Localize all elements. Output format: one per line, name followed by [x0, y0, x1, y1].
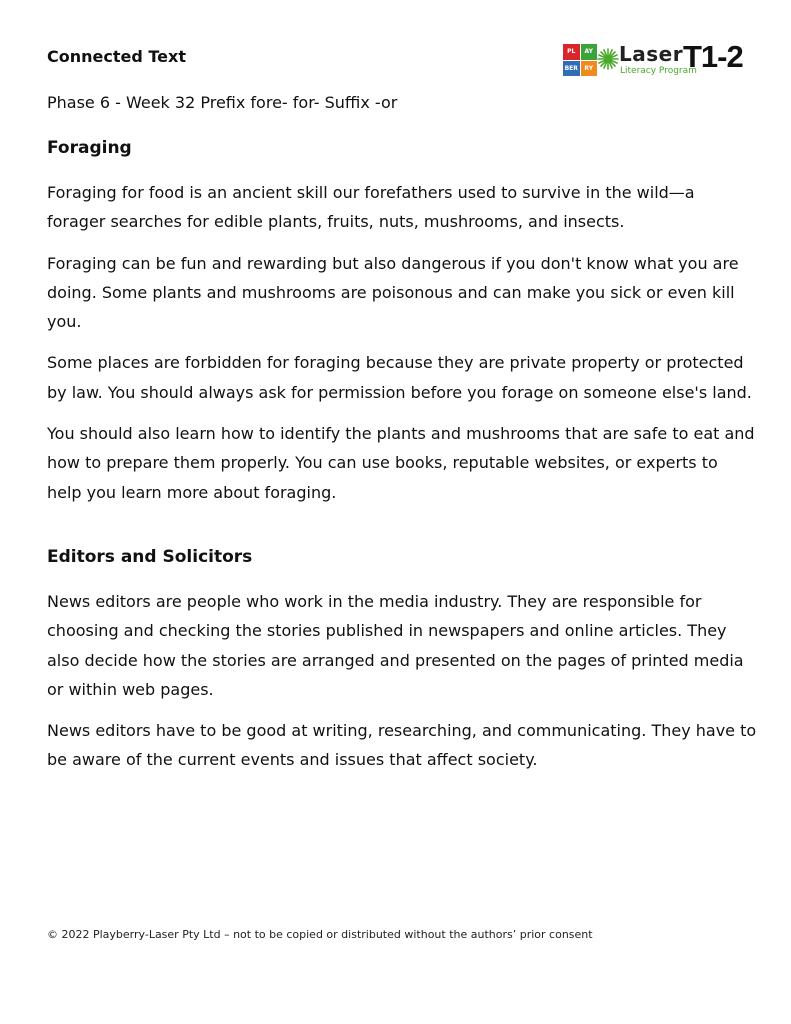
section-title-editors: Editors and Solicitors: [47, 546, 253, 567]
phase-week-subheading: Phase 6 - Week 32 Prefix fore- for- Suffix -or: [47, 93, 398, 112]
paragraph: Some places are forbidden for foraging because they are private property or protected by law. You should always ask for permission before you forage on someone else's land.: [47, 353, 752, 402]
section-title-foraging: Foraging: [47, 138, 132, 158]
logo-level: T1-2: [683, 39, 743, 74]
playberry-grid-logo: [563, 44, 597, 76]
logo-cell-1: PL: [563, 44, 580, 60]
logo-cell-2: AY: [581, 44, 598, 60]
paragraph: Foraging for food is an ancient skill our forefathers used to survive in the wild—a forager searches for edible plants, fruits, nuts, mushrooms, and insects.: [47, 183, 695, 232]
paragraph: Foraging can be fun and rewarding but also dangerous if you don't know what you are doing. Some plants and mushrooms are poisonous and can make you sick or even kill you.: [47, 253, 739, 332]
document-heading: Connected Text: [47, 47, 186, 66]
paragraph: You should also learn how to identify the plants and mushrooms that are safe to eat and how to prepare them properly. You can use books, reputable websites, or experts to help you learn more about foraging.: [47, 424, 755, 502]
logo-cell-3: BER: [563, 61, 580, 77]
logo-word: Laser: [619, 42, 684, 66]
logo-cell-4: RY: [581, 61, 598, 77]
laser-burst-icon: [597, 48, 619, 70]
copyright-footer: © 2022 Playberry-Laser Pty Ltd – not to be copied or distributed without the authors’ prior consent: [47, 928, 593, 941]
content: [47, 136, 757, 775]
paragraph: News editors have to be good at writing, researching, and communicating. They have to be aware of the current events and issues that affect society.: [47, 721, 757, 770]
paragraph: News editors are people who work in the media industry. They are responsible for choosing and checking the stories published in newspapers and online articles. They also decide how the stories are arranged and presented on the pages of printed media or within web pages.: [47, 591, 744, 699]
laser-logo: [563, 39, 745, 80]
logo-tagline: Literacy Program: [620, 66, 697, 76]
